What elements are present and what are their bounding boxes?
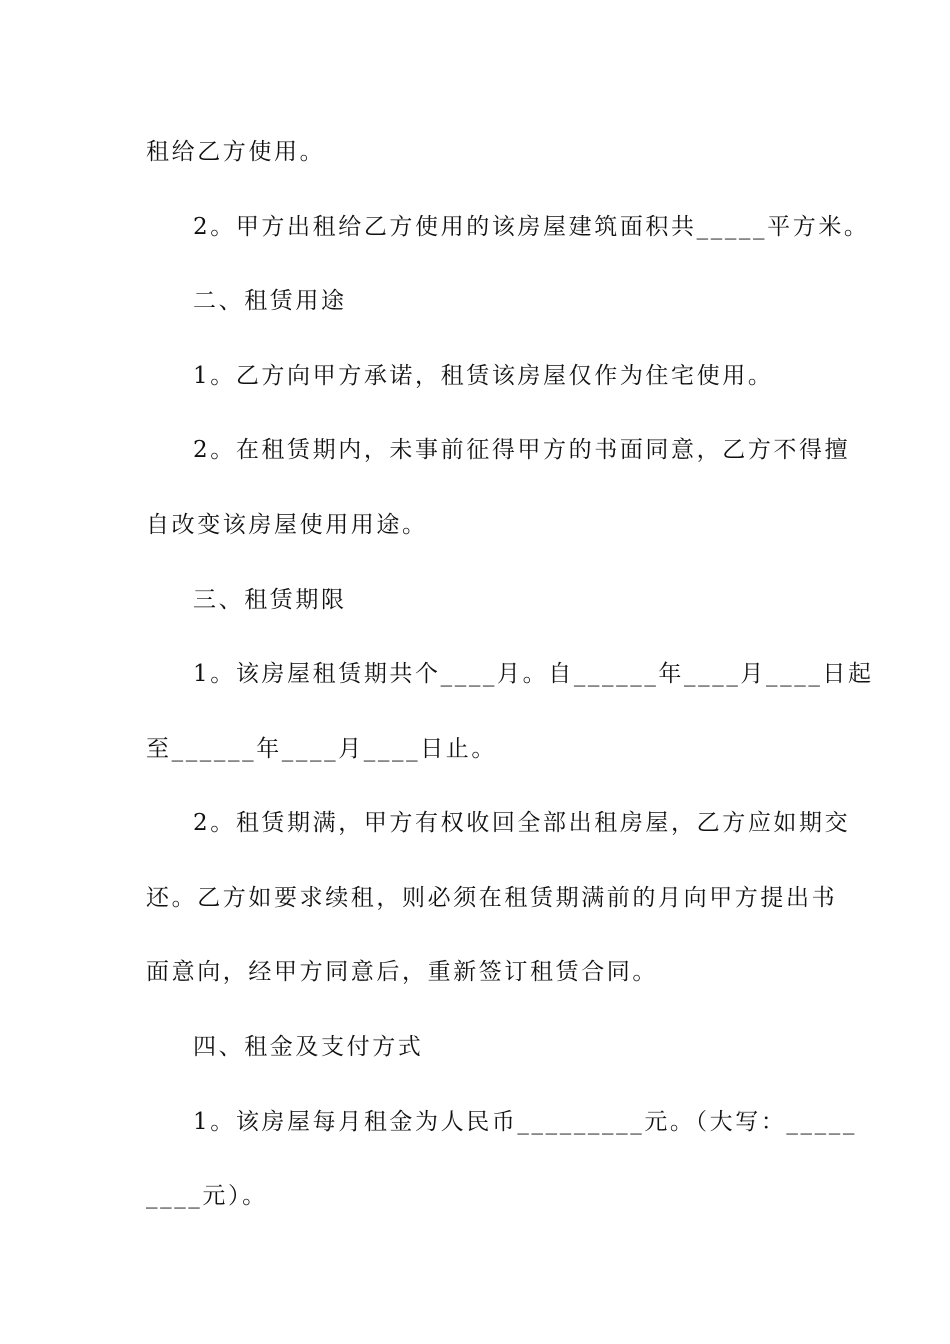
text-line: 至______年____月____日止。 <box>146 736 497 762</box>
section-heading: 三、租赁期限 <box>193 587 347 613</box>
section-heading: 二、租赁用途 <box>193 288 347 314</box>
text-line: 1。该房屋每月租金为人民币_________元。（大写：_____ <box>193 1109 857 1135</box>
section-heading: 四、租金及支付方式 <box>193 1034 424 1060</box>
text-line: 2。租赁期满，甲方有权收回全部出租房屋，乙方应如期交 <box>193 810 851 836</box>
text-line: 1。该房屋租赁期共个____月。自______年____月____日起 <box>193 661 874 687</box>
text-line: 还。乙方如要求续租，则必须在租赁期满前的月向甲方提出书 <box>146 885 838 911</box>
text-line: ____元）。 <box>146 1183 268 1209</box>
text-line: 租给乙方使用。 <box>146 139 326 165</box>
text-line: 2。在租赁期内，未事前征得甲方的书面同意，乙方不得擅 <box>193 437 851 463</box>
text-line: 1。乙方向甲方承诺，租赁该房屋仅作为住宅使用。 <box>193 363 774 389</box>
text-line: 2。甲方出租给乙方使用的该房屋建筑面积共_____平方米。 <box>193 214 870 240</box>
text-line: 自改变该房屋使用用途。 <box>146 512 428 538</box>
text-line: 面意向，经甲方同意后，重新签订租赁合同。 <box>146 959 658 985</box>
